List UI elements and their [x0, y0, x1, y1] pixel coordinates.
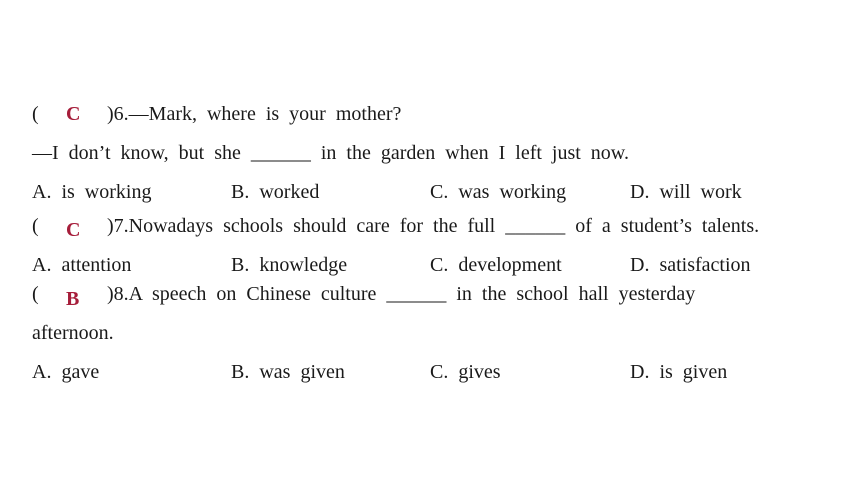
q6-option-d: D. will work: [630, 181, 742, 203]
q8-option-c: C. gives: [430, 361, 501, 383]
q6-option-a: A. is working: [32, 181, 152, 203]
q7-option-c: C. development: [430, 254, 562, 276]
q8-stem-line2: afternoon.: [32, 322, 114, 344]
q8-option-d: D. is given: [630, 361, 728, 383]
q8-open-paren: (: [32, 283, 39, 305]
q7-option-a: A. attention: [32, 254, 132, 276]
q7-open-paren: (: [32, 215, 39, 237]
q7-answer: C: [66, 219, 81, 241]
q8-stem: )8.A speech on Chinese culture ______ in the school hall yesterday: [107, 283, 696, 305]
q6-option-c: C. was working: [430, 181, 567, 203]
q6-open-paren: (: [32, 103, 39, 125]
q7-option-b: B. knowledge: [231, 254, 348, 276]
q6-answer: C: [66, 103, 81, 125]
q7-stem: )7.Nowadays schools should care for the full ______ of a student’s talents.: [107, 215, 760, 237]
q8-answer: B: [66, 288, 80, 310]
q6-stem-line2: —I don’t know, but she ______ in the garden when I left just now.: [32, 142, 629, 164]
q6-stem: )6.—Mark, where is your mother?: [107, 103, 402, 125]
q8-option-a: A. gave: [32, 361, 100, 383]
q7-option-d: D. satisfaction: [630, 254, 751, 276]
q8-option-b: B. was given: [231, 361, 345, 383]
q6-option-b: B. worked: [231, 181, 320, 203]
